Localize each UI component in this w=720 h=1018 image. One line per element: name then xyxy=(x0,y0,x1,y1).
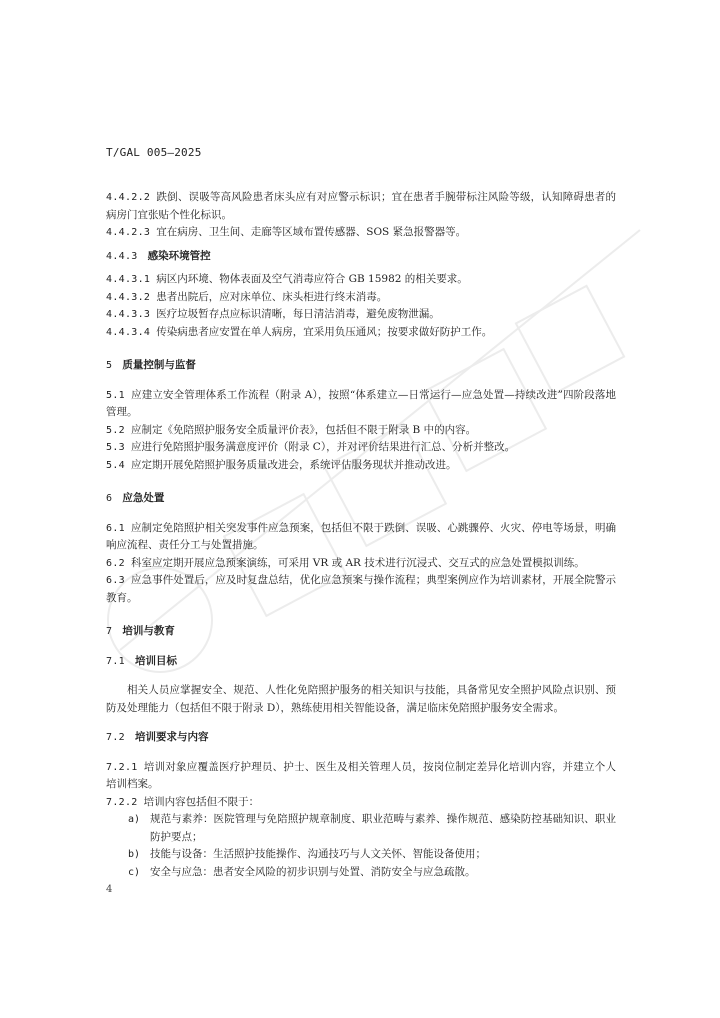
clause-5-1: 5.1 应建立安全管理体系工作流程（附录 A），按照“体系建立—日常运行—应急处置—持续改进”四阶段落地管理。 xyxy=(106,388,616,418)
list-item: b) 技能与设备：生活照护技能操作、沟通技巧与人文关怀、智能设备使用； xyxy=(128,848,486,860)
clause-5-2: 5.2 应制定《免陪照护服务安全质量评价表》，包括但不限于附录 B 中的内容。 xyxy=(106,423,477,436)
heading-7: 7 培训与教育 xyxy=(106,625,175,637)
heading-7-2: 7.2 培训要求与内容 xyxy=(106,731,209,743)
clause-4-4-3-2: 4.4.3.2 患者出院后，应对床单位、床头柜进行终末消毒。 xyxy=(106,290,388,303)
heading-6: 6 应急处置 xyxy=(106,492,165,504)
clause-4-4-3-1: 4.4.3.1 病区内环境、物体表面及空气消毒应符合 GB 15982 的相关要求。 xyxy=(106,273,468,285)
clause-6-1: 6.1 应制定免陪照护相关突发事件应急预案，包括但不限于跌倒、误吸、心跳骤停、火灾、停电等场景，明确响应流程、责任分工与处置措施。 xyxy=(106,521,616,551)
list-item: a) 规范与素养：医院管理与免陪照护规章制度、职业范畴与素养、操作规范、感染防控基础知识、职业防护要点； xyxy=(128,813,616,843)
document-code: T/GAL 005—2025 xyxy=(106,146,202,159)
clause-4-4-2-2: 4.4.2.2 跌倒、误吸等高风险患者床头应有对应警示标识；宜在患者手腕带标注风险等级，认知障碍患者的病房门宜张贴个性化标识。 xyxy=(106,191,616,221)
clause-4-4-3-4: 4.4.3.4 传染病患者应安置在单人病房，宜采用负压通风；按要求做好防护工作。 xyxy=(106,325,493,338)
heading-4-4-3: 4.4.3 感染环境管控 xyxy=(106,249,211,262)
clause-7-2-1: 7.2.1 培训对象应覆盖医疗护理员、护士、医生及相关管理人员，按岗位制定差异化培训内容，并建立个人培训档案。 xyxy=(106,760,616,790)
paragraph-7-1-body: 相关人员应掌握安全、规范、人性化免陪照护服务的相关知识与技能，具备常见安全照护风险点识别、预防及处理能力（包括但不限于附录 D），熟练使用相关智能设备，满足临床免陪照护服务安全需求。 xyxy=(106,684,616,714)
clause-5-3: 5.3 应进行免陪照护服务满意度评价（附录 C），并对评价结果进行汇总、分析并整改。 xyxy=(106,441,516,453)
clause-7-2-2: 7.2.2 培训内容包括但不限于： xyxy=(106,795,260,808)
clause-6-3: 6.3 应急事件处置后，应及时复盘总结，优化应急预案与操作流程；典型案例应作为培训素材，开展全院警示教育。 xyxy=(106,574,616,604)
clause-4-4-2-3: 4.4.2.3 宜在病房、卫生间、走廊等区域布置传感器、SOS 紧急报警器等。 xyxy=(106,226,467,238)
clause-4-4-3-3: 4.4.3.3 医疗垃圾暂存点应标识清晰，每日清洁消毒，避免废物泄漏。 xyxy=(106,308,440,320)
list-item: c) 安全与应急：患者安全风险的初步识别与处置、消防安全与应急疏散。 xyxy=(128,865,476,878)
document-body xyxy=(106,189,616,881)
heading-7-1: 7.1 培训目标 xyxy=(106,654,177,667)
heading-5: 5 质量控制与监督 xyxy=(106,359,196,371)
clause-6-2: 6.2 科室应定期开展应急预案演练，可采用 VR 或 AR 技术进行沉浸式、交互式的应急处置模拟训练。 xyxy=(106,556,585,569)
page-number: 4 xyxy=(106,884,113,895)
clause-5-4: 5.4 应定期开展免陪照护服务质量改进会，系统评估服务现状并推动改进。 xyxy=(106,458,457,471)
